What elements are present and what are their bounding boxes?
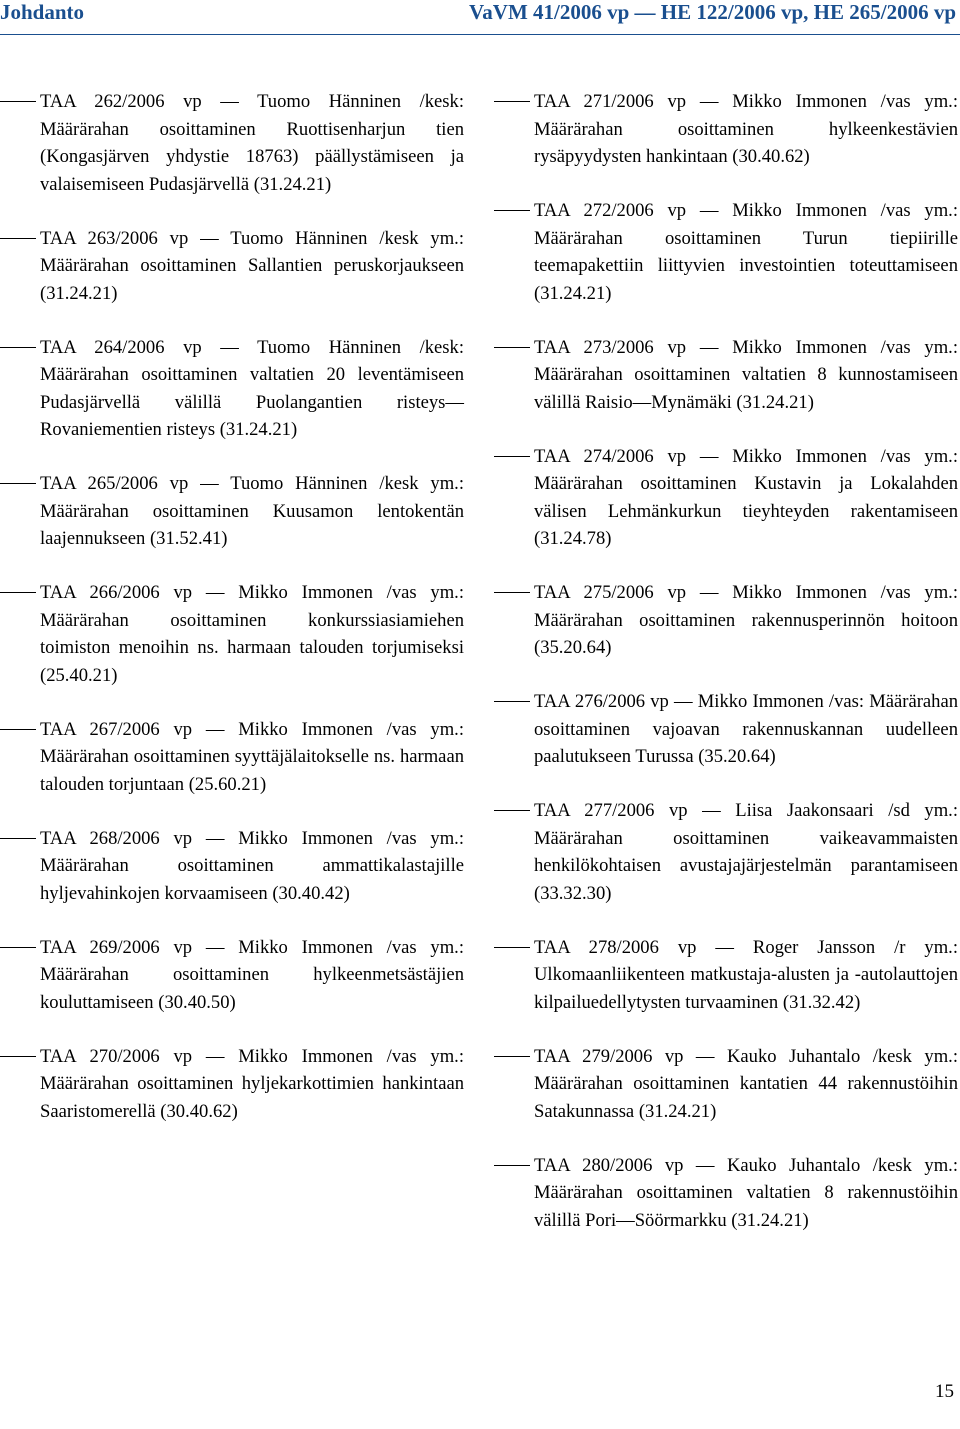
- dash-rule: [494, 1165, 530, 1166]
- entry-text: TAA 273/2006 vp — Mikko Immonen /vas ym.: Määrärahan osoittaminen valtatien 8 kunnostamiseen välillä Raisio—Mynämäki (31.24.21): [534, 336, 958, 413]
- list-item: [534, 1043, 958, 1126]
- dash-rule: [0, 729, 36, 730]
- entry-text: TAA 274/2006 vp — Mikko Immonen /vas ym.: Määrärahan osoittaminen Kustavin ja Lokalahden välisen Lehmänkurkun tieyhteyden rakentamiseen (31.24.78): [534, 445, 958, 549]
- left-column: [40, 88, 464, 1152]
- dash-rule: [0, 483, 36, 484]
- dash-rule: [0, 347, 36, 348]
- entry-text: TAA 272/2006 vp — Mikko Immonen /vas ym.: Määrärahan osoittaminen Turun tiepiirille teemapakettiin liittyvien investointien toteuttamiseen (31.24.21): [534, 200, 958, 304]
- right-column: [534, 88, 958, 1261]
- entry-text: TAA 278/2006 vp — Roger Jansson /r ym.: Ulkomaanliikenteen matkustaja-alusten ja -autolauttojen kilpailuedellytysten turvaaminen (31.32.42): [534, 936, 958, 1013]
- entry-text: TAA 265/2006 vp — Tuomo Hänninen /kesk ym.: Määrärahan osoittaminen Kuusamon lentokentän laajennukseen (31.52.41): [40, 473, 464, 549]
- list-item: [534, 579, 958, 662]
- entry-text: TAA 280/2006 vp — Kauko Juhantalo /kesk ym.: Määrärahan osoittaminen valtatien 8 rakennustöihin välillä Pori—Söörmarkku (31.24.21): [534, 1154, 958, 1231]
- entry-text: TAA 263/2006 vp — Tuomo Hänninen /kesk ym.: Määrärahan osoittaminen Sallantien peruskorjaukseen (31.24.21): [40, 227, 464, 304]
- entry-text: TAA 275/2006 vp — Mikko Immonen /vas ym.: Määrärahan osoittaminen rakennusperinnön hoitoon (35.20.64): [534, 582, 958, 658]
- entry-text: TAA 264/2006 vp — Tuomo Hänninen /kesk: Määrärahan osoittaminen valtatien 20 leventämiseen Pudasjärvellä välillä Puolangantien risteys—Rovaniementien risteys (31.24.21): [40, 336, 464, 440]
- dash-rule: [0, 1056, 36, 1057]
- list-item: [534, 88, 958, 171]
- dash-rule: [0, 101, 36, 102]
- entry-text: TAA 276/2006 vp — Mikko Immonen /vas: Määrärahan osoittaminen vajoavan rakennuskannan uudelleen paalutukseen Turussa (35.20.64): [534, 691, 958, 767]
- entry-text: TAA 269/2006 vp — Mikko Immonen /vas ym.: Määrärahan osoittaminen hylkeenmetsästäjien kouluttamiseen (30.40.50): [40, 936, 464, 1013]
- entry-text: TAA 262/2006 vp — Tuomo Hänninen /kesk: Määrärahan osoittaminen Ruottisenharjun tien (Kongasjärven yhdystie 18763) päällystämiseen ja valaisemiseen Pudasjärvellä (31.24.21): [40, 91, 464, 195]
- list-item: [534, 197, 958, 307]
- list-item: [40, 1043, 464, 1126]
- list-item: [40, 334, 464, 444]
- dash-rule: [494, 101, 530, 102]
- list-item: [534, 934, 958, 1017]
- entry-text: TAA 267/2006 vp — Mikko Immonen /vas ym.: Määrärahan osoittaminen syyttäjälaitokselle ns. harmaan talouden torjuntaan (25.60.21): [40, 718, 464, 795]
- list-item: [40, 825, 464, 908]
- list-item: [40, 470, 464, 553]
- document-reference: VaVM 41/2006 vp — HE 122/2006 vp, HE 265/2006 vp: [469, 0, 956, 24]
- dash-rule: [494, 592, 530, 593]
- dash-rule: [494, 456, 530, 457]
- entry-text: TAA 266/2006 vp — Mikko Immonen /vas ym.: Määrärahan osoittaminen konkurssiasiamiehen toimiston menoihin ns. harmaan talouden torjumiseksi (25.40.21): [40, 582, 464, 686]
- header-divider: [0, 34, 960, 35]
- list-item: [534, 1152, 958, 1235]
- list-item: [40, 716, 464, 799]
- list-item: [40, 934, 464, 1017]
- dash-rule: [494, 810, 530, 811]
- list-item: [40, 88, 464, 198]
- dash-rule: [494, 947, 530, 948]
- list-item: [534, 334, 958, 417]
- entry-text: TAA 271/2006 vp — Mikko Immonen /vas ym.: Määrärahan osoittaminen hylkeenkestävien rysäpyydysten hankintaan (30.40.62): [534, 91, 958, 167]
- page-header: [0, 0, 960, 28]
- dash-rule: [0, 592, 36, 593]
- list-item: [534, 443, 958, 553]
- dash-rule: [0, 238, 36, 239]
- entry-text: TAA 270/2006 vp — Mikko Immonen /vas ym.: Määrärahan osoittaminen hyljekarkottimien hankintaan Saaristomerellä (30.40.62): [40, 1045, 464, 1122]
- dash-rule: [494, 210, 530, 211]
- list-item: [40, 579, 464, 689]
- list-item: [40, 225, 464, 308]
- entry-text: TAA 277/2006 vp — Liisa Jaakonsaari /sd ym.: Määrärahan osoittaminen vaikeavammaisten henkilökohtaisen avustajajärjestelmän parantamiseen (33.32.30): [534, 800, 958, 904]
- page-number: 15: [935, 1381, 954, 1402]
- dash-rule: [0, 838, 36, 839]
- entry-text: TAA 268/2006 vp — Mikko Immonen /vas ym.: Määrärahan osoittaminen ammattikalastajille hyljevahinkojen korvaamiseen (30.40.42): [40, 827, 464, 904]
- dash-rule: [494, 347, 530, 348]
- section-title: Johdanto: [0, 0, 85, 24]
- list-item: [534, 797, 958, 907]
- list-item: [534, 688, 958, 771]
- dash-rule: [494, 701, 530, 702]
- entry-text: TAA 279/2006 vp — Kauko Juhantalo /kesk ym.: Määrärahan osoittaminen kantatien 44 rakennustöihin Satakunnassa (31.24.21): [534, 1045, 958, 1122]
- dash-rule: [0, 947, 36, 948]
- dash-rule: [494, 1056, 530, 1057]
